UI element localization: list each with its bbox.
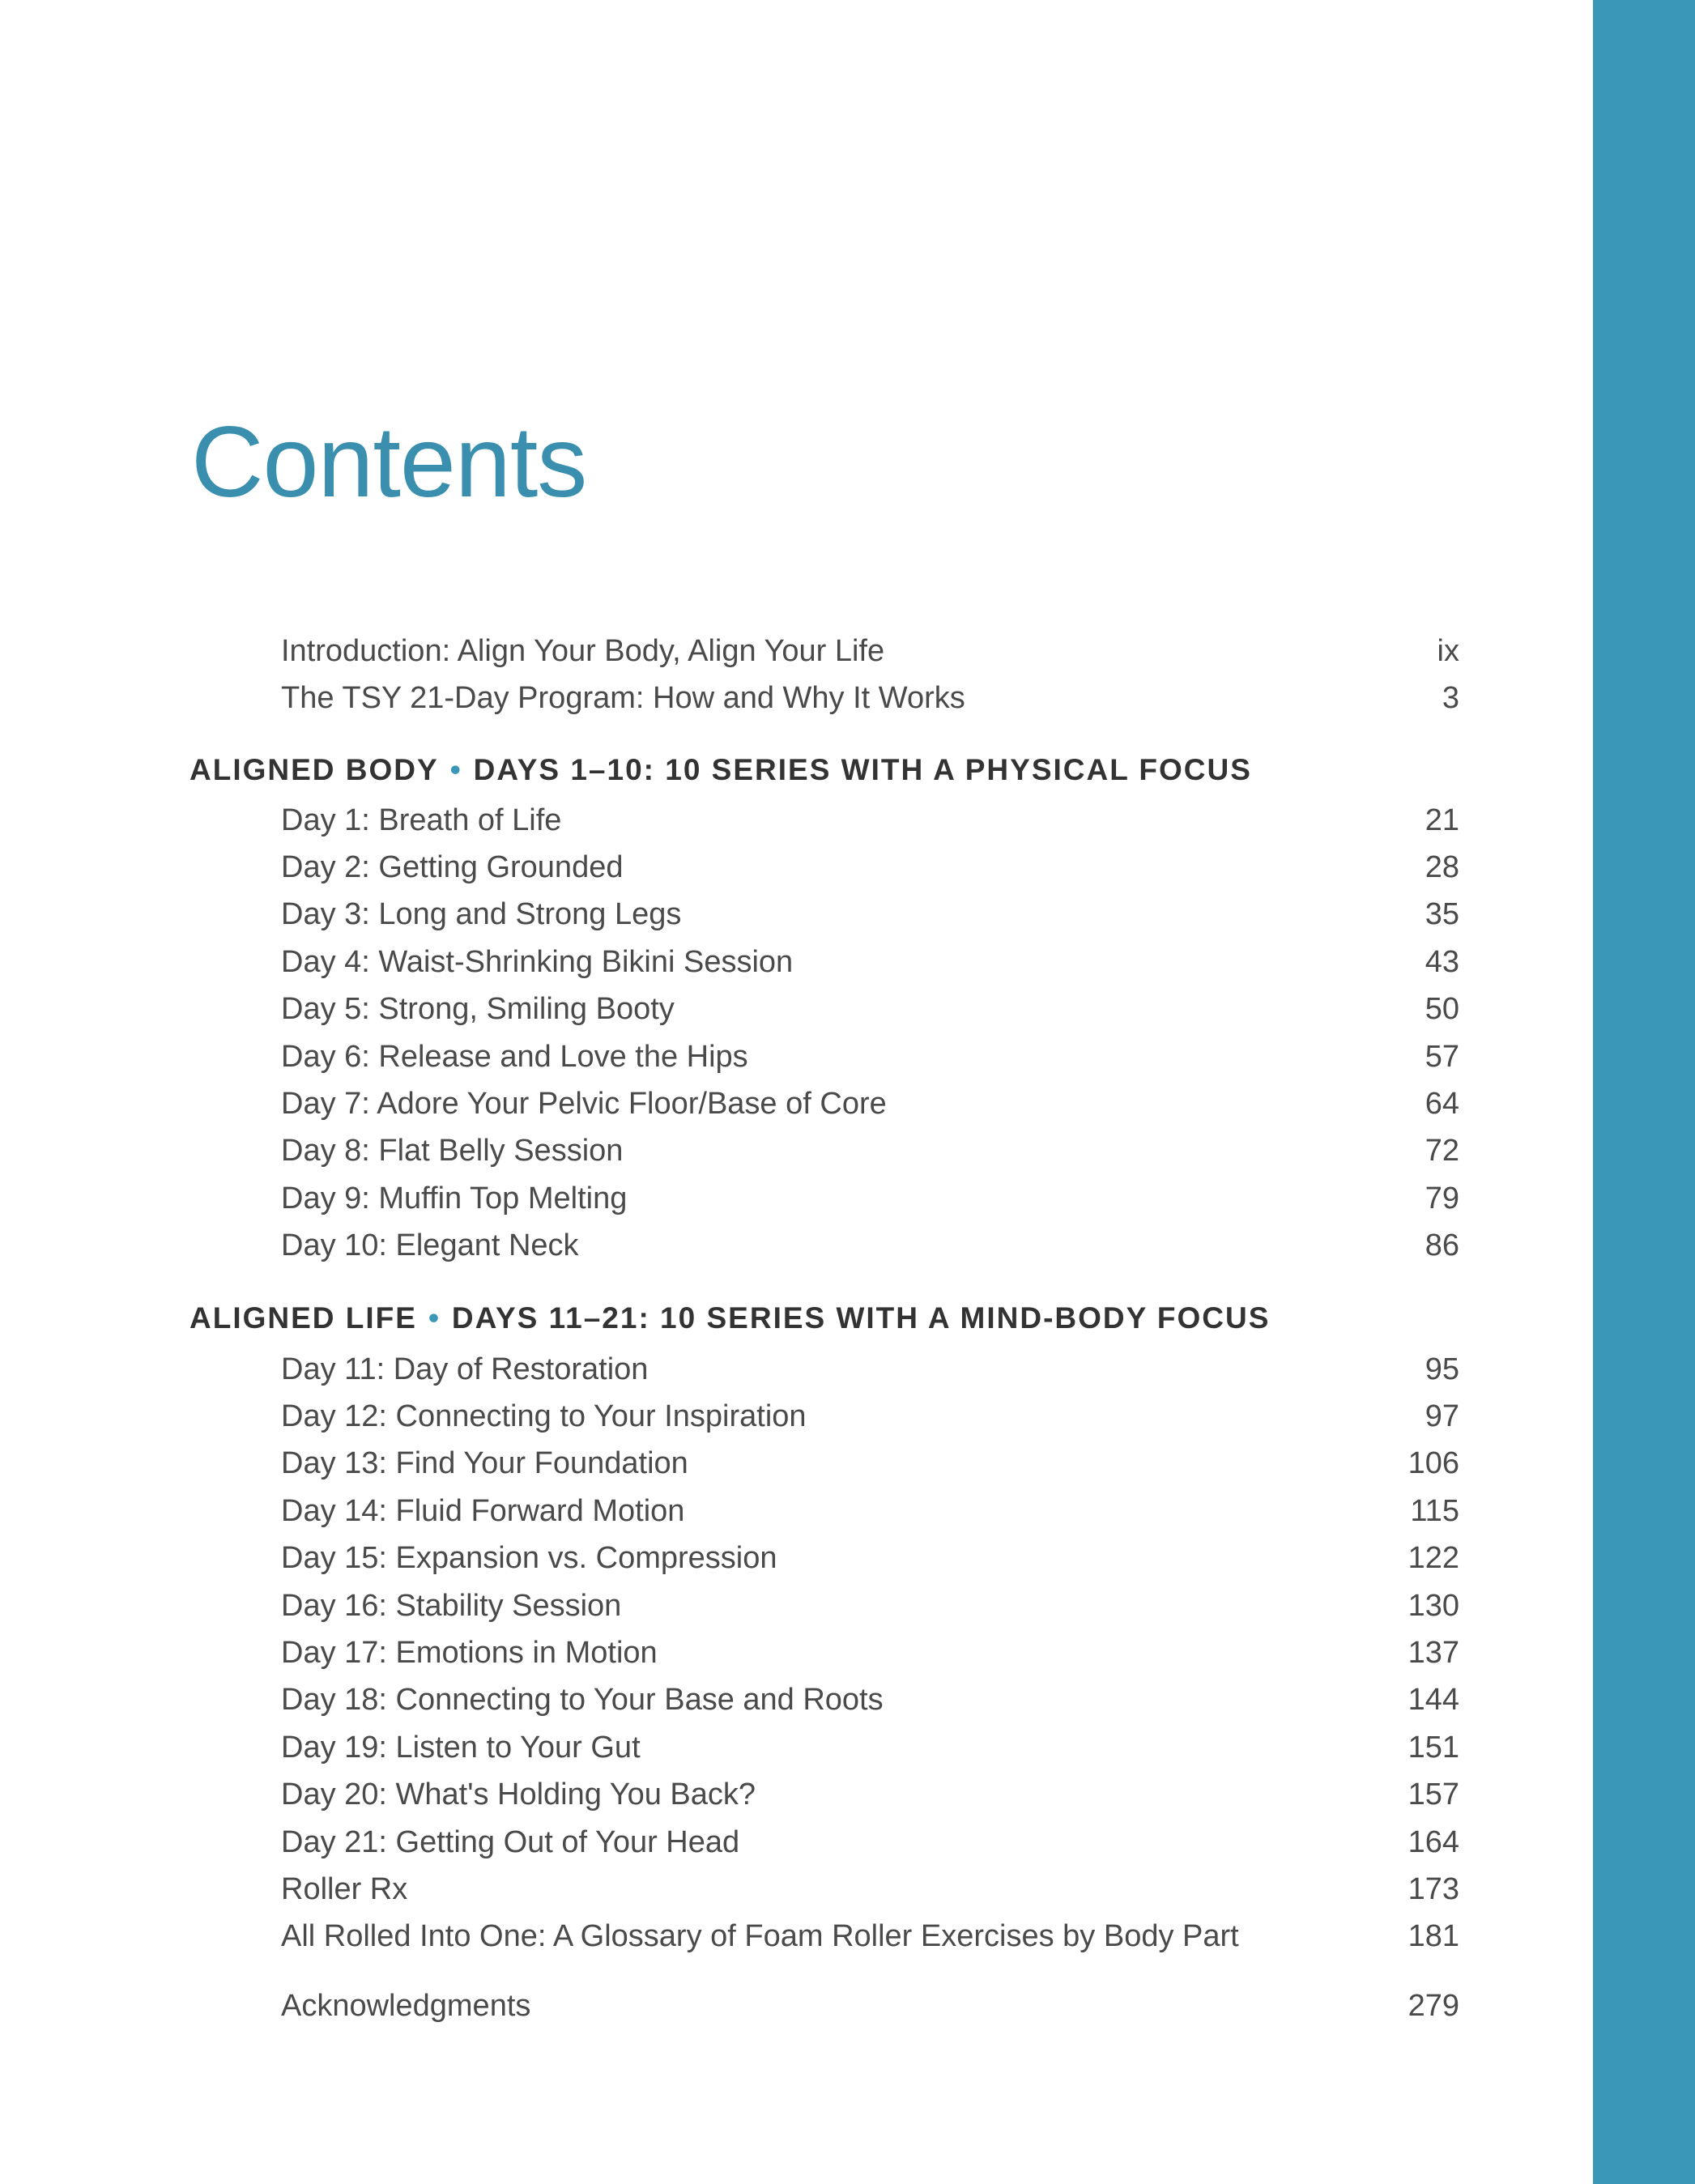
section-heading-part: DAYS 11–21: 10 SERIES WITH A MIND-BODY FOCUS xyxy=(451,1301,1271,1335)
toc-entry[interactable] xyxy=(281,1080,1459,1127)
section-heading xyxy=(190,753,1252,787)
toc-entry[interactable] xyxy=(281,1535,1459,1582)
toc-entry-label: Day 8: Flat Belly Session xyxy=(281,1134,624,1169)
toc-entry-label: Day 17: Emotions in Motion xyxy=(281,1635,658,1670)
bullet-icon: • xyxy=(428,1301,441,1335)
toc-entry[interactable] xyxy=(281,1488,1459,1535)
toc-entry-page: 43 xyxy=(1425,944,1459,979)
toc-entry-label: Day 13: Find Your Foundation xyxy=(281,1446,688,1481)
toc-entry-label: Day 2: Getting Grounded xyxy=(281,849,624,884)
toc-entry[interactable] xyxy=(281,797,1459,844)
toc-entry-label: Day 21: Getting Out of Your Head xyxy=(281,1824,740,1859)
toc-entry-page: 28 xyxy=(1425,849,1459,884)
toc-entry[interactable] xyxy=(281,1629,1459,1676)
toc-entry[interactable] xyxy=(281,1393,1459,1440)
toc-entry-label: Day 12: Connecting to Your Inspiration xyxy=(281,1399,807,1433)
toc-entry[interactable] xyxy=(281,1582,1459,1629)
side-color-bar xyxy=(1593,0,1695,2184)
toc-entry-page: 35 xyxy=(1425,897,1459,932)
toc-entry[interactable] xyxy=(281,986,1459,1033)
toc-entry-label: Day 11: Day of Restoration xyxy=(281,1352,649,1386)
toc-entry[interactable] xyxy=(281,1772,1459,1819)
toc-entry[interactable] xyxy=(281,1223,1459,1270)
section-heading-part: DAYS 1–10: 10 SERIES WITH A PHYSICAL FOCUS xyxy=(473,753,1252,786)
toc-entry-page: 144 xyxy=(1408,1683,1459,1718)
toc-entry-page: 50 xyxy=(1425,992,1459,1027)
toc-entry-page: 115 xyxy=(1410,1493,1459,1528)
toc-entry-label: Introduction: Align Your Body, Align Your Life xyxy=(281,633,885,668)
toc-entry-page: 21 xyxy=(1425,803,1459,837)
toc-entry-page: 57 xyxy=(1425,1039,1459,1074)
toc-entry-label: Acknowledgments xyxy=(281,1988,531,2023)
toc-entry-page: 164 xyxy=(1408,1824,1459,1859)
toc-entry-label: Day 9: Muffin Top Melting xyxy=(281,1181,628,1215)
toc-entry-page: 95 xyxy=(1425,1352,1459,1386)
toc-entry-label: The TSY 21-Day Program: How and Why It Works xyxy=(281,680,965,715)
toc-entry[interactable] xyxy=(281,844,1459,891)
section-heading xyxy=(190,1301,1270,1335)
toc-entry[interactable] xyxy=(281,1982,1459,2029)
toc-entry-page: 72 xyxy=(1425,1134,1459,1169)
toc-entry[interactable] xyxy=(281,1033,1459,1080)
toc-entry-label: Day 18: Connecting to Your Base and Roots xyxy=(281,1683,884,1718)
toc-entry-label: Roller Rx xyxy=(281,1871,408,1906)
toc-entry-page: 86 xyxy=(1425,1228,1459,1263)
toc-entry-page: 3 xyxy=(1442,680,1459,715)
bullet-icon: • xyxy=(449,753,462,786)
toc-entry-page: 279 xyxy=(1408,1988,1459,2023)
toc-entry-page: 122 xyxy=(1408,1541,1459,1576)
toc-entry-page: 157 xyxy=(1408,1777,1459,1812)
toc-entry-label: Day 5: Strong, Smiling Booty xyxy=(281,992,675,1027)
toc-entry[interactable] xyxy=(281,1724,1459,1771)
toc-entry-page: 130 xyxy=(1408,1588,1459,1623)
toc-entry-label: Day 10: Elegant Neck xyxy=(281,1228,579,1263)
toc-entry[interactable] xyxy=(281,939,1459,986)
section-heading-part: ALIGNED BODY xyxy=(190,753,439,786)
toc-entry[interactable] xyxy=(281,628,1459,675)
toc-entry-page: ix xyxy=(1437,633,1459,668)
toc-entry[interactable] xyxy=(281,1677,1459,1724)
toc-entry-page: 106 xyxy=(1408,1446,1459,1481)
toc-entry-label: Day 4: Waist-Shrinking Bikini Session xyxy=(281,944,794,979)
toc-entry-page: 97 xyxy=(1425,1399,1459,1433)
toc-entry-label: Day 6: Release and Love the Hips xyxy=(281,1039,748,1074)
toc-entry-label: Day 3: Long and Strong Legs xyxy=(281,897,682,932)
toc-entry-page: 173 xyxy=(1408,1871,1459,1906)
toc-entry-label: Day 7: Adore Your Pelvic Floor/Base of Core xyxy=(281,1086,887,1121)
toc-entry[interactable] xyxy=(281,1346,1459,1393)
toc-entry-page: 181 xyxy=(1408,1919,1459,1954)
toc-entry-page: 151 xyxy=(1408,1730,1459,1765)
toc-entry[interactable] xyxy=(281,1128,1459,1175)
toc-entry[interactable] xyxy=(281,892,1459,939)
section-heading-part: ALIGNED LIFE xyxy=(190,1301,417,1335)
toc-entry-label: Day 15: Expansion vs. Compression xyxy=(281,1541,777,1576)
toc-entry-label: Day 20: What's Holding You Back? xyxy=(281,1777,756,1812)
toc-entry[interactable] xyxy=(281,1175,1459,1222)
toc-entry[interactable] xyxy=(281,1441,1459,1488)
toc-entry-label: Day 14: Fluid Forward Motion xyxy=(281,1493,685,1528)
toc-entry-page: 64 xyxy=(1425,1086,1459,1121)
toc-entry-label: Day 16: Stability Session xyxy=(281,1588,622,1623)
toc-entry-page: 79 xyxy=(1425,1181,1459,1215)
toc-entry[interactable] xyxy=(281,675,1459,722)
page-title: Contents xyxy=(191,407,587,518)
toc-entry-page: 137 xyxy=(1408,1635,1459,1670)
toc-entry[interactable] xyxy=(281,1819,1459,1866)
toc-entry-label: All Rolled Into One: A Glossary of Foam Roller Exercises by Body Part xyxy=(281,1919,1239,1954)
toc-entry-label: Day 1: Breath of Life xyxy=(281,803,562,837)
toc-entry[interactable] xyxy=(281,1866,1459,1913)
toc-entry[interactable] xyxy=(281,1914,1459,1960)
toc-entry-label: Day 19: Listen to Your Gut xyxy=(281,1730,641,1765)
